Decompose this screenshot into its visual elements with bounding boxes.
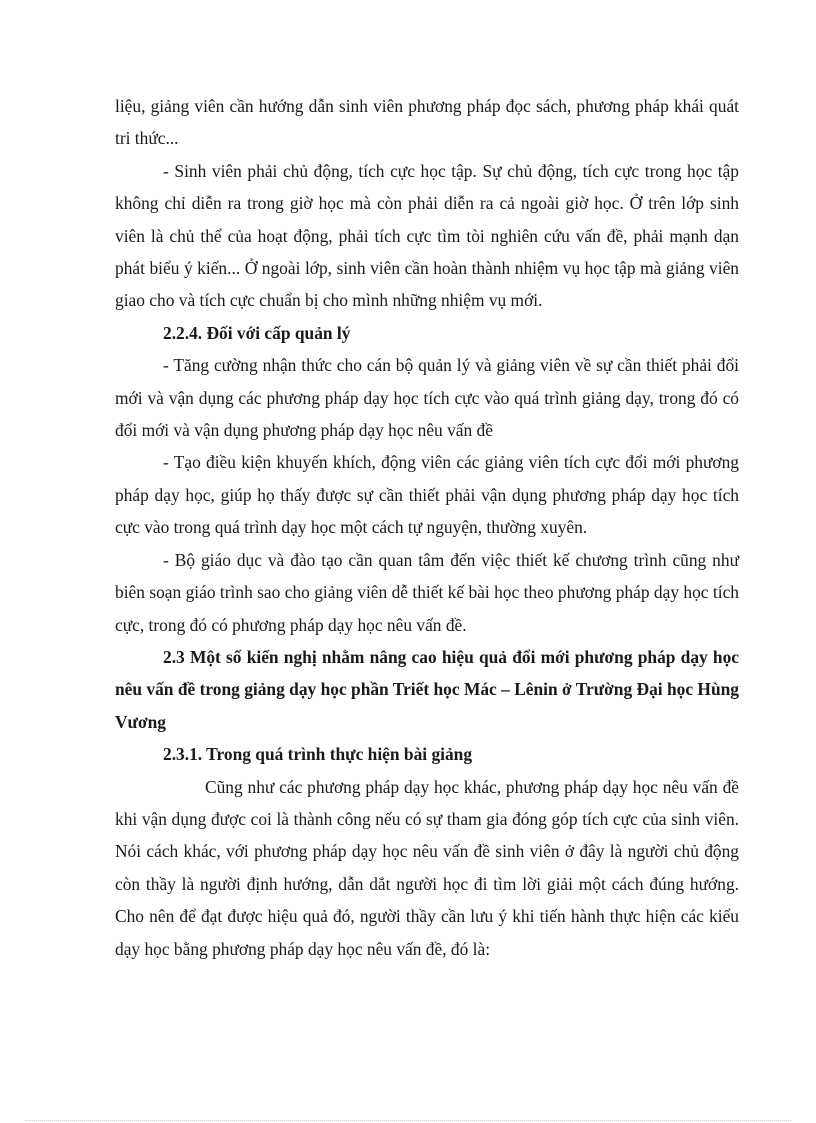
paragraph-awareness: - Tăng cường nhận thức cho cán bộ quản lý và giảng viên về sự cần thiết phải đổi mới và vận dụng các phương pháp dạy học tích cực vào quá trình giảng dạy, trong đó có đổi mới và vận dụng phương pháp dạy học nêu vấn đề [115,355,739,441]
heading-2-3: 2.3 Một số kiến nghị nhằm nâng cao hiệu quả đổi mới phương pháp dạy học nêu vấn đề trong giảng dạy học phần Triết học Mác – Lênin ở Trường Đại học Hùng Vương [115,646,739,732]
page-bottom-divider [25,1120,791,1121]
heading-2-2-4: 2.2.4. Đối với cấp quản lý [163,322,351,343]
paragraph-encouragement: - Tạo điều kiện khuyến khích, động viên các giảng viên tích cực đổi mới phương pháp dạy học, giúp họ thấy được sự cần thiết phải vận dụng phương pháp dạy học tích cực vào trong quá trình dạy học một cách tự nguyện, thường xuyên. [115,452,739,538]
paragraph-continuation: liệu, giảng viên cần hướng dẫn sinh viên phương pháp đọc sách, phương pháp khái quát tri thức... [115,96,739,149]
paragraph-student-initiative: - Sinh viên phải chủ động, tích cực học tập. Sự chủ động, tích cực trong học tập không chỉ diễn ra trong giờ học mà còn phải diễn ra cả ngoài giờ học. Ở trên lớp sinh viên là chủ thể của hoạt động, phải tích cực tìm tòi nghiên cứu vấn đề, phải mạnh dạn phát biểu ý kiến... Ở ngoài lớp, sinh viên cần hoàn thành nhiệm vụ học tập mà giảng viên giao cho và tích cực chuẩn bị cho mình những nhiệm vụ mới. [115,160,739,311]
document-body [115,90,739,965]
paragraph-ministry: - Bộ giáo dục và đào tạo cần quan tâm đến việc thiết kế chương trình cũng như biên soạn giáo trình sao cho giảng viên dễ thiết kế bài học theo phương pháp dạy học tích cực, trong đó có phương pháp dạy học nêu vấn đề. [115,549,739,635]
heading-2-3-1: 2.3.1. Trong quá trình thực hiện bài giảng [163,744,473,765]
paragraph-lecture-implementation: Cũng như các phương pháp dạy học khác, phương pháp dạy học nêu vấn đề khi vận dụng được coi là thành công nếu có sự tham gia đóng góp tích cực của sinh viên. Nói cách khác, với phương pháp dạy học nêu vấn đề sinh viên ở đây là người chủ động còn thầy là người định hướng, dẫn dắt người học đi tìm lời giải một cách đúng hướng. Cho nên để đạt được hiệu quả đó, người thầy cần lưu ý khi tiến hành thực hiện các kiểu dạy học bằng phương pháp dạy học nêu vấn đề, đó là: [115,776,739,959]
